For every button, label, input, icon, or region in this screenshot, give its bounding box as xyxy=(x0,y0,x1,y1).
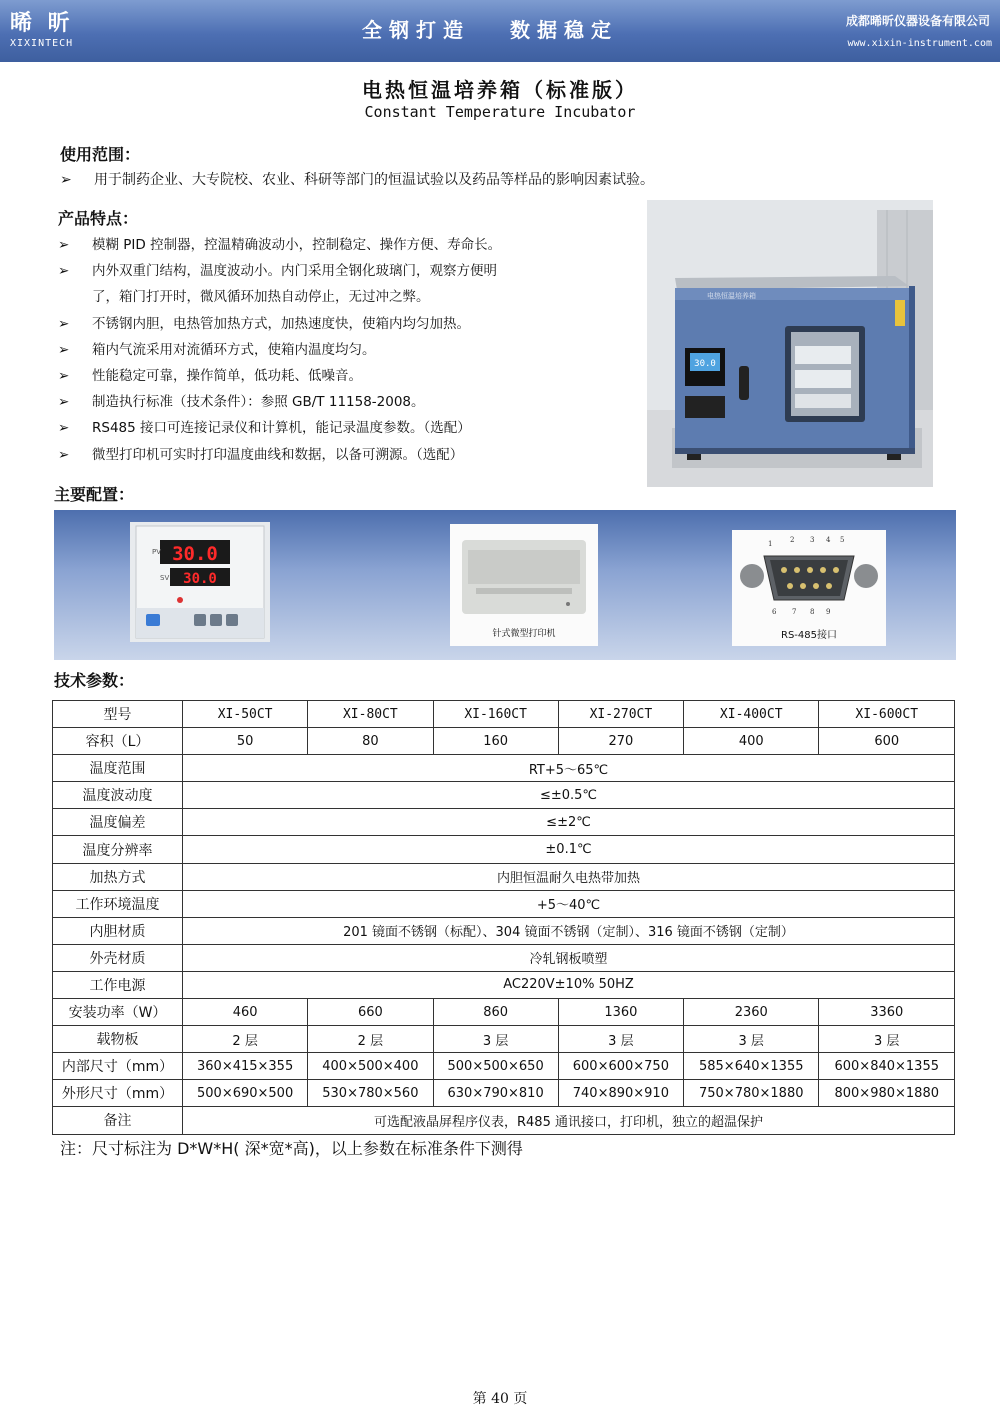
bullet-arrow-icon: ➢ xyxy=(58,237,70,253)
website-url: www.xixin-instrument.com xyxy=(847,38,992,49)
feature-text: 了，箱门打开时，微风循环加热自动停止，无过冲之弊。 xyxy=(92,289,430,306)
table-cell: 160 xyxy=(433,728,558,755)
specs-heading: 技术参数： xyxy=(54,671,135,690)
table-cell-merged: AC220V±10% 50HZ xyxy=(183,971,955,998)
rs485-connector-illustration xyxy=(732,530,886,634)
slogan-part-2: 数据稳定 xyxy=(510,18,618,42)
table-cell-merged: 201 镜面不锈钢（标配）、304 镜面不锈钢（定制）、316 镜面不锈钢（定制） xyxy=(183,917,955,944)
controller-illustration xyxy=(130,522,270,642)
usage-heading: 使用范围： xyxy=(60,145,141,164)
table-row xyxy=(53,1026,955,1053)
row-label: 型号 xyxy=(53,701,183,728)
table-cell-merged: RT+5～65℃ xyxy=(183,755,955,782)
row-label: 工作环境温度 xyxy=(53,890,183,917)
bullet-arrow-icon: ➢ xyxy=(58,446,70,463)
table-cell: 3 层 xyxy=(558,1026,683,1053)
table-row xyxy=(53,863,955,890)
table-row xyxy=(53,971,955,998)
table-cell: 500×500×650 xyxy=(433,1053,558,1080)
table-cell: 600×840×1355 xyxy=(819,1053,955,1080)
feature-text: 箱内气流采用对流循环方式，使箱内温度均匀。 xyxy=(92,341,376,358)
table-cell: 2 层 xyxy=(183,1026,308,1053)
feature-text: 性能稳定可靠，操作简单，低功耗、低噪音。 xyxy=(92,368,362,385)
table-cell: 50 xyxy=(183,728,308,755)
feature-text: 内外双重门结构，温度波动小。内门采用全钢化玻璃门，观察方便明 xyxy=(92,263,497,280)
model-cell: XI-270CT xyxy=(558,701,683,728)
incubator-illustration xyxy=(647,200,933,487)
table-cell: 3 层 xyxy=(819,1026,955,1053)
table-header-row xyxy=(53,701,955,728)
table-cell: 750×780×1880 xyxy=(684,1080,819,1107)
table-cell: 1360 xyxy=(558,999,683,1026)
features-heading: 产品特点： xyxy=(58,209,139,228)
row-label: 容积（L） xyxy=(53,728,183,755)
bullet-arrow-icon: ➢ xyxy=(60,172,72,188)
usage-description: 用于制药企业、大专院校、农业、科研等部门的恒温试验以及药品等样品的影响因素试验。 xyxy=(94,172,654,188)
row-label: 备注 xyxy=(53,1107,183,1134)
table-cell: 600×600×750 xyxy=(558,1053,683,1080)
cabinet-label: 电热恒温培养箱 xyxy=(707,292,756,300)
rs485-caption: RS-485接口 xyxy=(781,630,837,641)
feature-text: 微型打印机可实时打印温度曲线和数据，以备可溯源。（选配） xyxy=(92,446,464,463)
table-cell: 740×890×910 xyxy=(558,1080,683,1107)
table-cell: 270 xyxy=(558,728,683,755)
row-label: 加热方式 xyxy=(53,863,183,890)
table-row xyxy=(53,836,955,863)
model-cell: XI-400CT xyxy=(684,701,819,728)
table-cell-merged: ≤±0.5℃ xyxy=(183,782,955,809)
spec-table xyxy=(52,700,955,1135)
pin-label: 3 xyxy=(810,536,815,544)
table-cell: 460 xyxy=(183,999,308,1026)
table-cell-merged: +5～40℃ xyxy=(183,890,955,917)
feature-item xyxy=(58,311,618,337)
bullet-arrow-icon: ➢ xyxy=(58,341,70,358)
table-cell: 3 层 xyxy=(433,1026,558,1053)
features-list xyxy=(58,232,618,468)
table-cell: 530×780×560 xyxy=(308,1080,433,1107)
table-row xyxy=(53,755,955,782)
page-number: 第 40 页 xyxy=(472,1391,528,1407)
table-cell: 80 xyxy=(308,728,433,755)
bullet-arrow-icon: ➢ xyxy=(58,368,70,385)
temperature-controller-photo xyxy=(130,522,270,642)
feature-item xyxy=(58,258,618,284)
sv-label: SV xyxy=(160,574,170,582)
feature-text: 制造执行标准（技术条件）：参照 GB/T 11158-2008。 xyxy=(92,394,425,411)
feature-item xyxy=(58,337,618,363)
feature-item xyxy=(58,442,618,468)
pin-label: 1 xyxy=(768,540,773,548)
table-cell: 3360 xyxy=(819,999,955,1026)
table-cell: 600 xyxy=(819,728,955,755)
table-cell: 400 xyxy=(684,728,819,755)
model-cell: XI-50CT xyxy=(183,701,308,728)
printer-caption: 针式微型打印机 xyxy=(492,629,556,639)
pin-label: 7 xyxy=(792,608,797,616)
pin-label: 9 xyxy=(826,608,831,616)
brand-english: XIXINTECH xyxy=(10,38,74,49)
rs485-port-photo xyxy=(732,530,886,646)
table-row xyxy=(53,1053,955,1080)
display-readout: 30.0 xyxy=(694,359,716,369)
row-label: 内胆材质 xyxy=(53,917,183,944)
table-row xyxy=(53,890,955,917)
pv-readout: 30.0 xyxy=(172,543,218,565)
slogan-part-1: 全钢打造 xyxy=(362,18,470,42)
table-cell: 2360 xyxy=(684,999,819,1026)
table-cell-merged: 可选配液晶屏程序仪表，R485 通讯接口，打印机，独立的超温保护 xyxy=(183,1107,955,1134)
table-row xyxy=(53,999,955,1026)
feature-item xyxy=(58,415,618,441)
slogan xyxy=(362,14,618,43)
feature-text: 模糊 PID 控制器，控温精确波动小，控制稳定、操作方便、寿命长。 xyxy=(92,237,502,253)
footnote: 注：尺寸标注为 D*W*H( 深*宽*高)，以上参数在标准条件下测得 xyxy=(60,1139,523,1158)
feature-text: RS485 接口可连接记录仪和计算机，能记录温度参数。（选配） xyxy=(92,420,471,437)
table-row xyxy=(53,917,955,944)
pin-label: 4 xyxy=(826,536,831,544)
feature-item-continued xyxy=(58,284,618,310)
model-cell: XI-600CT xyxy=(819,701,955,728)
table-cell: 360×415×355 xyxy=(183,1053,308,1080)
pin-label: 6 xyxy=(772,608,777,616)
pv-label: PV xyxy=(152,548,162,556)
bullet-arrow-icon: ➢ xyxy=(58,263,70,280)
bullet-arrow-icon: ➢ xyxy=(58,394,70,411)
table-cell: 800×980×1880 xyxy=(819,1080,955,1107)
table-row xyxy=(53,1107,955,1134)
table-cell: 2 层 xyxy=(308,1026,433,1053)
feature-text: 不锈钢内胆，电热管加热方式，加热速度快，使箱内均匀加热。 xyxy=(92,315,470,332)
row-label: 内部尺寸（mm） xyxy=(53,1053,183,1080)
pin-label: 8 xyxy=(810,608,815,616)
table-row xyxy=(53,1080,955,1107)
feature-item xyxy=(58,232,618,258)
config-band xyxy=(54,510,956,660)
table-cell-merged: 冷轧钢板喷塑 xyxy=(183,944,955,971)
table-cell: 400×500×400 xyxy=(308,1053,433,1080)
row-label: 载物板 xyxy=(53,1026,183,1053)
config-heading: 主要配置： xyxy=(54,485,135,504)
table-cell: 660 xyxy=(308,999,433,1026)
row-label: 温度范围 xyxy=(53,755,183,782)
table-cell: 585×640×1355 xyxy=(684,1053,819,1080)
incubator-photo xyxy=(647,200,933,487)
model-cell: XI-160CT xyxy=(433,701,558,728)
bullet-arrow-icon: ➢ xyxy=(58,315,70,332)
feature-item xyxy=(58,363,618,389)
table-cell: 3 层 xyxy=(684,1026,819,1053)
model-cell: XI-80CT xyxy=(308,701,433,728)
usage-text xyxy=(60,169,654,189)
table-row xyxy=(53,728,955,755)
table-cell-merged: 内胆恒温耐久电热带加热 xyxy=(183,863,955,890)
table-row xyxy=(53,944,955,971)
table-row xyxy=(53,782,955,809)
row-label: 外形尺寸（mm） xyxy=(53,1080,183,1107)
row-label: 温度分辨率 xyxy=(53,836,183,863)
table-cell-merged: ±0.1℃ xyxy=(183,836,955,863)
row-label: 温度偏差 xyxy=(53,809,183,836)
pin-label: 5 xyxy=(840,536,845,544)
company-name: 成都晞昕仪器设备有限公司 xyxy=(845,14,990,28)
printer-illustration xyxy=(450,524,598,624)
row-label: 温度波动度 xyxy=(53,782,183,809)
table-row xyxy=(53,809,955,836)
row-label: 安装功率（W） xyxy=(53,999,183,1026)
row-label: 工作电源 xyxy=(53,971,183,998)
table-cell: 500×690×500 xyxy=(183,1080,308,1107)
page-header xyxy=(0,0,1000,62)
page-subtitle: Constant Temperature Incubator xyxy=(364,103,636,121)
table-cell: 630×790×810 xyxy=(433,1080,558,1107)
feature-item xyxy=(58,389,618,415)
row-label: 外壳材质 xyxy=(53,944,183,971)
pin-label: 2 xyxy=(790,536,795,544)
bullet-arrow-icon: ➢ xyxy=(58,420,70,437)
page-title: 电热恒温培养箱（标准版） xyxy=(362,78,638,102)
table-cell-merged: ≤±2℃ xyxy=(183,809,955,836)
sv-readout: 30.0 xyxy=(183,571,217,587)
table-cell: 860 xyxy=(433,999,558,1026)
micro-printer-photo xyxy=(450,524,598,646)
brand-name: 晞 昕 xyxy=(10,11,74,36)
